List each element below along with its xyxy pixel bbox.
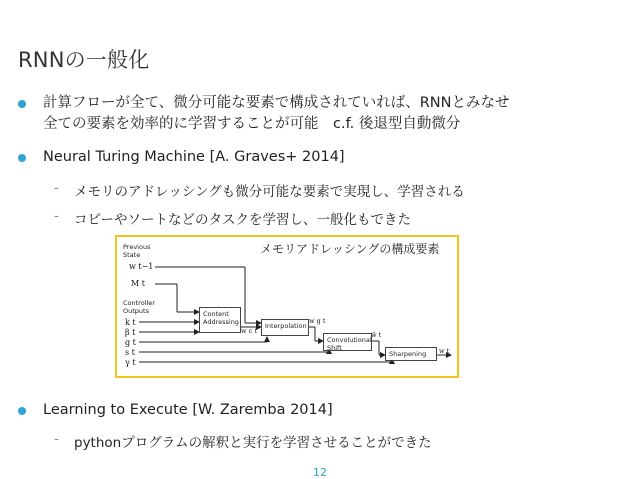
sub-item-text: メモリのアドレッシングも微分可能な要素で実現し、学習される [74, 184, 465, 200]
controller-outputs-label [123, 299, 155, 315]
wt-label: w t [439, 347, 450, 355]
interpolation-box [261, 319, 309, 336]
interpolation-text: Interpolation [265, 322, 307, 330]
g-label: g t [125, 338, 136, 347]
bullet-text-line2: 全ての要素を効率的に学習することが可能 c.f. 後退型自動微分 [43, 116, 461, 132]
figure-caption: メモリアドレッシングの構成要素 [260, 242, 440, 256]
bullet-dot-icon [18, 407, 26, 415]
bullet-learning-to-execute [18, 400, 618, 422]
bullet-differentiable [18, 93, 618, 137]
controller-outputs-text: Controller Outputs [123, 299, 155, 315]
w-prev-label: w t−1 [129, 262, 154, 271]
dash-icon: - [54, 180, 59, 196]
convolutional-shift-text: Convolutional Shift [327, 336, 372, 352]
page-number: 12 [313, 466, 327, 479]
content-addressing-text: Content Addressing [203, 310, 239, 326]
gamma-label: γ t [125, 358, 136, 367]
dash-icon: - [54, 208, 59, 224]
wtilde-label: w̃ t [371, 331, 382, 339]
dash-icon: - [54, 431, 59, 447]
previous-state-label [123, 243, 150, 259]
wg-label: w g t [309, 317, 326, 325]
content-addressing-box [199, 307, 241, 333]
bullet-dot-icon [18, 100, 26, 108]
sharpening-text: Sharpening [389, 350, 427, 358]
bullet-lte-text: Learning to Execute [W. Zaremba 2014] [43, 402, 333, 418]
sharpening-box [385, 347, 437, 361]
memory-label: M t [131, 279, 145, 288]
sub-item-text: コピーやソートなどのタスクを学習し、一般化もできた [74, 212, 411, 228]
sub-item-text: pythonプログラムの解釈と実行を学習させることができた [74, 435, 432, 451]
slide-title: RNNの一般化 [18, 48, 150, 72]
bullet-dot-icon [18, 154, 26, 162]
convolutional-shift-box [323, 333, 372, 351]
s-label: s t [125, 348, 135, 357]
bullet-ntm [18, 147, 618, 169]
beta-label: β t [125, 328, 136, 337]
previous-state-text: Previous State [123, 243, 151, 259]
wc-label: w c t [241, 327, 257, 335]
memory-addressing-figure [115, 235, 459, 378]
k-label: k t [125, 318, 136, 327]
bullet-ntm-text: Neural Turing Machine [A. Graves+ 2014] [43, 149, 345, 165]
bullet-text-line1: 計算フローが全て、微分可能な要素で構成されていれば、RNNとみなせ [43, 95, 510, 111]
